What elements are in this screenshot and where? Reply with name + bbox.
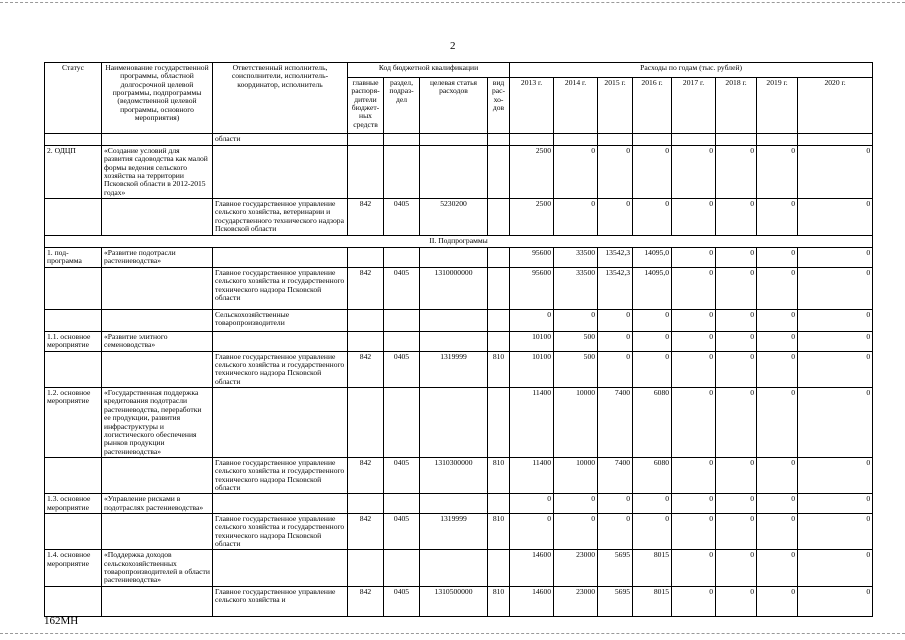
cell-value: 0 [757, 199, 798, 236]
cell-value: 2500 [510, 199, 554, 236]
header-executor: Ответственный исполнитель, соисполнители, исполнитель-координатор, исполнитель [213, 63, 348, 134]
table-row [45, 351, 873, 387]
table-row [45, 310, 873, 332]
cell-value: 23000 [554, 586, 598, 616]
cell-value: 0 [798, 388, 873, 458]
cell-exec: Сельскохозяйственные товаропроизводители [213, 310, 348, 332]
cell-value: 0 [672, 586, 716, 616]
cell-rz: 0405 [384, 457, 420, 493]
cell-vid [488, 310, 510, 332]
cell-value: 13542,3 [598, 268, 633, 310]
page-number: 2 [450, 40, 456, 52]
cell-grbs: 842 [348, 268, 384, 310]
bottom-scan-line [0, 633, 905, 634]
cell-value: 95600 [510, 268, 554, 310]
cell-vid: 810 [488, 513, 510, 549]
table-row [45, 494, 873, 514]
cell-value [598, 134, 633, 146]
cell-value: 0 [757, 248, 798, 268]
cell-value: 0 [633, 332, 672, 352]
table-row [45, 199, 873, 236]
cell-cs [420, 146, 488, 199]
cell-rz [384, 248, 420, 268]
header-budget-code: Код бюджетной квалификации [348, 63, 510, 78]
cell-value: 14600 [510, 586, 554, 616]
cell-value: 0 [672, 248, 716, 268]
cell-grbs: 842 [348, 199, 384, 236]
cell-value: 0 [672, 494, 716, 514]
cell-value: 8015 [633, 586, 672, 616]
cell-cs [420, 388, 488, 458]
cell-value: 0 [598, 332, 633, 352]
header-name: Наименование государственной программы, областной долгосрочной целевой программы, подпрограммы (ведомственной целевой программы, основного мероприятия) [102, 63, 213, 134]
header-year: 2013 г. [510, 78, 554, 134]
cell-value: 0 [510, 513, 554, 549]
top-scan-line [0, 2, 905, 3]
cell-cs: 5230200 [420, 199, 488, 236]
cell-rz [384, 146, 420, 199]
header-razdel: раздел, подраз-дел [384, 78, 420, 134]
cell-value: 0 [672, 146, 716, 199]
cell-value: 0 [798, 268, 873, 310]
cell-name: «Развитие элитного семеноводства» [102, 332, 213, 352]
cell-cs [420, 248, 488, 268]
cell-vid: 810 [488, 457, 510, 493]
cell-value: 2500 [510, 146, 554, 199]
cell-value: 0 [757, 310, 798, 332]
cell-value: 95600 [510, 248, 554, 268]
cell-exec: Главное государственное управление сельского хозяйства и государственного технического надзора Псковской области [213, 268, 348, 310]
cell-cs [420, 494, 488, 514]
cell-exec [213, 388, 348, 458]
cell-exec: Главное государственное управление сельского хозяйства и [213, 586, 348, 616]
cell-value: 6080 [633, 388, 672, 458]
table-row [45, 513, 873, 549]
cell-value: 0 [633, 199, 672, 236]
cell-grbs [348, 248, 384, 268]
cell-status [45, 310, 102, 332]
cell-value [554, 134, 598, 146]
cell-vid: 810 [488, 351, 510, 387]
cell-value: 0 [716, 146, 757, 199]
cell-value: 0 [798, 586, 873, 616]
cell-value: 500 [554, 351, 598, 387]
cell-status: 1.4. основное мероприятие [45, 550, 102, 586]
cell-status: 1.1. основное мероприятие [45, 332, 102, 352]
cell-value: 0 [798, 310, 873, 332]
header-year: 2015 г. [598, 78, 633, 134]
table-row [45, 134, 873, 146]
cell-exec: Главное государственное управление сельского хозяйства, ветеринарии и государственного технического надзора Псковской области [213, 199, 348, 236]
header-year: 2019 г. [757, 78, 798, 134]
cell-value: 0 [598, 513, 633, 549]
cell-exec [213, 494, 348, 514]
cell-value: 0 [716, 199, 757, 236]
header-grbs: главные распоря-дители бюджет-ных средств [348, 78, 384, 134]
cell-rz [384, 550, 420, 586]
cell-value: 0 [798, 199, 873, 236]
cell-value: 500 [554, 332, 598, 352]
cell-value [510, 134, 554, 146]
cell-value: 0 [510, 494, 554, 514]
cell-name: «Поддержка доходов сельскохозяйственных товаропроизводителей в области растениеводства» [102, 550, 213, 586]
cell-vid [488, 332, 510, 352]
cell-value: 23000 [554, 550, 598, 586]
cell-value: 0 [798, 550, 873, 586]
cell-value: 33500 [554, 248, 598, 268]
cell-value: 0 [757, 332, 798, 352]
cell-cs: 1319999 [420, 513, 488, 549]
header-year: 2016 г. [633, 78, 672, 134]
cell-value: 33500 [554, 268, 598, 310]
cell-vid [488, 248, 510, 268]
cell-value: 0 [798, 146, 873, 199]
cell-value: 7400 [598, 457, 633, 493]
header-year: 2017 г. [672, 78, 716, 134]
cell-status [45, 268, 102, 310]
cell-grbs [348, 146, 384, 199]
cell-value [716, 134, 757, 146]
cell-name [102, 457, 213, 493]
cell-value: 0 [757, 268, 798, 310]
cell-value: 0 [672, 268, 716, 310]
cell-status: 1.3. основное мероприятие [45, 494, 102, 514]
cell-value: 0 [554, 513, 598, 549]
cell-value: 0 [757, 351, 798, 387]
cell-grbs [348, 550, 384, 586]
cell-name [102, 199, 213, 236]
cell-name [102, 351, 213, 387]
cell-rz [384, 494, 420, 514]
cell-value: 14095,0 [633, 248, 672, 268]
cell-value: 5695 [598, 550, 633, 586]
cell-value: 0 [554, 310, 598, 332]
cell-value: 0 [757, 513, 798, 549]
cell-value: 0 [554, 494, 598, 514]
cell-value: 11400 [510, 388, 554, 458]
cell-value: 0 [716, 494, 757, 514]
cell-status [45, 513, 102, 549]
cell-value: 0 [672, 550, 716, 586]
cell-vid: 810 [488, 586, 510, 616]
cell-value: 0 [554, 199, 598, 236]
cell-value: 0 [633, 494, 672, 514]
cell-value: 0 [510, 310, 554, 332]
budget-table [44, 62, 873, 617]
cell-exec [213, 146, 348, 199]
cell-name [102, 134, 213, 146]
cell-rz [384, 332, 420, 352]
cell-grbs [348, 494, 384, 514]
cell-exec: Главное государственное управление сельского хозяйства и государственного технического надзора Псковской области [213, 351, 348, 387]
cell-value: 0 [716, 586, 757, 616]
cell-status [45, 351, 102, 387]
cell-value: 0 [672, 310, 716, 332]
cell-vid [488, 388, 510, 458]
cell-value [672, 134, 716, 146]
cell-grbs [348, 388, 384, 458]
cell-value: 0 [598, 351, 633, 387]
cell-value: 0 [672, 199, 716, 236]
cell-rz [384, 310, 420, 332]
cell-value: 7400 [598, 388, 633, 458]
cell-value: 0 [798, 513, 873, 549]
cell-grbs: 842 [348, 457, 384, 493]
cell-value: 0 [716, 351, 757, 387]
cell-value: 6080 [633, 457, 672, 493]
cell-value: 0 [716, 248, 757, 268]
cell-value [633, 134, 672, 146]
cell-cs [420, 310, 488, 332]
cell-value: 11400 [510, 457, 554, 493]
cell-exec [213, 550, 348, 586]
cell-value: 0 [716, 268, 757, 310]
cell-value: 10000 [554, 388, 598, 458]
cell-value: 0 [798, 351, 873, 387]
table-row [45, 268, 873, 310]
cell-value: 0 [598, 199, 633, 236]
cell-vid [488, 199, 510, 236]
cell-cs [420, 550, 488, 586]
cell-status [45, 199, 102, 236]
cell-cs [420, 332, 488, 352]
cell-exec: Главное государственное управление сельского хозяйства и государственного технического надзора Псковской области [213, 513, 348, 549]
header-expenses: Расходы по годам (тыс. рублей) [510, 63, 873, 78]
cell-value: 10000 [554, 457, 598, 493]
cell-value: 0 [757, 550, 798, 586]
cell-value: 8015 [633, 550, 672, 586]
cell-grbs: 842 [348, 586, 384, 616]
cell-value: 0 [633, 513, 672, 549]
table-row [45, 388, 873, 458]
cell-value: 0 [672, 457, 716, 493]
cell-value: 0 [633, 310, 672, 332]
cell-vid [488, 550, 510, 586]
cell-value: 0 [716, 457, 757, 493]
cell-value: 0 [798, 332, 873, 352]
cell-exec: Главное государственное управление сельского хозяйства и государственного технического надзора Псковской области [213, 457, 348, 493]
cell-rz: 0405 [384, 513, 420, 549]
cell-value: 0 [757, 388, 798, 458]
cell-rz: 0405 [384, 199, 420, 236]
cell-value: 0 [598, 310, 633, 332]
table-row [45, 457, 873, 493]
cell-value: 0 [672, 351, 716, 387]
cell-grbs [348, 134, 384, 146]
cell-status: 2. ОДЦП [45, 146, 102, 199]
cell-value: 0 [757, 494, 798, 514]
cell-rz: 0405 [384, 586, 420, 616]
cell-exec [213, 332, 348, 352]
cell-value: 0 [716, 513, 757, 549]
cell-value: 0 [716, 332, 757, 352]
cell-value: 0 [672, 388, 716, 458]
header-target: целевая статья расходов [420, 78, 488, 134]
cell-value: 0 [716, 310, 757, 332]
header-vid: вид рас-хо-дов [488, 78, 510, 134]
cell-value: 0 [798, 494, 873, 514]
cell-status: 1. под-программа [45, 248, 102, 268]
header-year: 2014 г. [554, 78, 598, 134]
cell-value: 0 [757, 457, 798, 493]
cell-rz [384, 388, 420, 458]
cell-cs: 1310300000 [420, 457, 488, 493]
cell-vid [488, 494, 510, 514]
header-year: 2018 г. [716, 78, 757, 134]
cell-name [102, 310, 213, 332]
cell-rz [384, 134, 420, 146]
cell-value [757, 134, 798, 146]
cell-cs [420, 134, 488, 146]
cell-rz: 0405 [384, 268, 420, 310]
cell-name [102, 513, 213, 549]
cell-exec: области [213, 134, 348, 146]
table-row [45, 332, 873, 352]
cell-value: 0 [757, 586, 798, 616]
cell-name: «Государственная поддержка кредитования подотрасли растениеводства, переработки ее продукции, развития инфраструктуры и логистического обеспечения рынков продукции растениеводства» [102, 388, 213, 458]
cell-value: 5695 [598, 586, 633, 616]
cell-grbs: 842 [348, 351, 384, 387]
cell-value: 0 [672, 332, 716, 352]
cell-value: 0 [716, 388, 757, 458]
cell-value: 0 [598, 494, 633, 514]
cell-grbs [348, 332, 384, 352]
cell-vid [488, 146, 510, 199]
cell-cs: 1310000000 [420, 268, 488, 310]
cell-value: 0 [757, 146, 798, 199]
cell-vid [488, 268, 510, 310]
cell-value: 14095,0 [633, 268, 672, 310]
cell-status [45, 457, 102, 493]
cell-value: 0 [672, 513, 716, 549]
header-status: Статус [45, 63, 102, 134]
cell-name: «Управление рисками в подотраслях растениеводства» [102, 494, 213, 514]
table-row [45, 248, 873, 268]
footer-code: 162МН [44, 615, 79, 627]
table-row [45, 586, 873, 616]
cell-cs: 1319999 [420, 351, 488, 387]
cell-value: 10100 [510, 351, 554, 387]
cell-name: «Создание условий для развития садоводства как малой формы ведения сельского хозяйства на территории Псковской области в 2012-2015 годах» [102, 146, 213, 199]
cell-rz: 0405 [384, 351, 420, 387]
cell-status [45, 134, 102, 146]
cell-value: 14600 [510, 550, 554, 586]
cell-name: «Развитие подотрасли растениеводства» [102, 248, 213, 268]
cell-value: 0 [554, 146, 598, 199]
cell-status: 1.2. основное мероприятие [45, 388, 102, 458]
header-year: 2020 г. [798, 78, 873, 134]
cell-name [102, 268, 213, 310]
section-title: II. Подпрограммы [45, 236, 873, 248]
cell-cs: 1310500000 [420, 586, 488, 616]
cell-value [798, 134, 873, 146]
cell-vid [488, 134, 510, 146]
cell-value: 0 [633, 351, 672, 387]
cell-value: 13542,3 [598, 248, 633, 268]
cell-value: 0 [716, 550, 757, 586]
cell-value: 0 [798, 457, 873, 493]
cell-name [102, 586, 213, 616]
table-row [45, 550, 873, 586]
cell-value: 0 [598, 146, 633, 199]
cell-value: 0 [798, 248, 873, 268]
section-row [45, 236, 873, 248]
table-row [45, 146, 873, 199]
cell-value: 10100 [510, 332, 554, 352]
cell-grbs [348, 310, 384, 332]
cell-grbs: 842 [348, 513, 384, 549]
cell-status [45, 586, 102, 616]
cell-exec [213, 248, 348, 268]
cell-value: 0 [633, 146, 672, 199]
